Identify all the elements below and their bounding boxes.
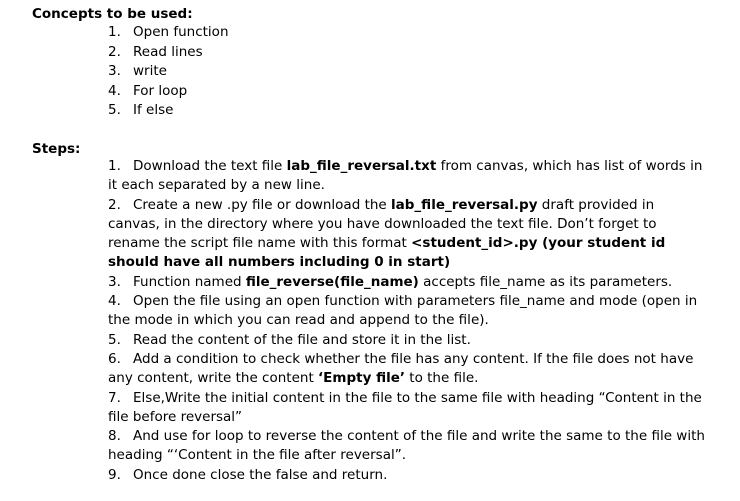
step-item xyxy=(108,427,708,466)
step-item xyxy=(108,350,708,389)
step-text: draft provided in canvas, in the directory where you have downloaded the text file. Don’t forget to rename the script file name with this format xyxy=(108,196,657,252)
step-item xyxy=(108,273,708,292)
step-text: Open the file using an open function with parameters file_name and mode (open in the mode in which you can read and append to the file). xyxy=(108,293,698,329)
step-item xyxy=(108,389,708,428)
concept-number: 1. xyxy=(108,24,121,40)
step-text: Once done close the false and return. xyxy=(133,466,388,483)
concept-item xyxy=(108,23,229,43)
step-item xyxy=(108,196,708,273)
step-number: 7. xyxy=(108,389,121,406)
concept-item xyxy=(108,43,229,63)
step-text: Function named xyxy=(133,273,246,290)
step-bold-text: lab_file_reversal.txt xyxy=(286,158,437,174)
step-text: And use for loop to reverse the content of the file and write the same to the file with heading “‘Content in the file after reversal”. xyxy=(108,428,705,464)
step-bold-text: file_reverse(file_name) xyxy=(245,273,419,290)
step-bold-text: <student_id>.py (your student id should have all numbers including 0 in start) xyxy=(108,235,666,271)
step-number: 5. xyxy=(108,331,121,348)
concepts-list xyxy=(108,23,229,121)
step-number: 6. xyxy=(108,350,121,367)
step-text: to the file. xyxy=(405,370,479,387)
step-text: accepts file_name as its parameters. xyxy=(418,273,673,290)
concept-number: 3. xyxy=(108,63,121,80)
steps-list xyxy=(108,157,708,485)
concept-number: 4. xyxy=(108,82,121,99)
concept-item xyxy=(108,62,229,82)
steps-heading: Steps: xyxy=(32,141,81,157)
concept-number: 2. xyxy=(108,43,121,60)
step-number: 1. xyxy=(108,158,121,174)
step-number: 2. xyxy=(108,196,121,213)
step-text: Create a new .py file or download the xyxy=(133,196,392,213)
step-item xyxy=(108,292,708,331)
step-text: Add a condition to check whether the file has any content. If the file does not have any content, write the content xyxy=(108,350,694,387)
concept-item xyxy=(108,101,229,121)
concept-number: 5. xyxy=(108,102,121,119)
concept-item xyxy=(108,82,229,102)
concept-text: Read lines xyxy=(133,43,203,60)
step-item xyxy=(108,157,708,196)
step-text: Download the text file xyxy=(133,158,287,174)
step-number: 3. xyxy=(108,273,121,290)
step-item xyxy=(108,466,708,485)
step-text: Read the content of the file and store it in the list. xyxy=(133,331,471,348)
step-number: 9. xyxy=(108,466,121,483)
concepts-heading: Concepts to be used: xyxy=(32,6,193,22)
step-number: 4. xyxy=(108,293,121,310)
step-bold-text: ‘Empty file’ xyxy=(318,370,405,387)
concept-text: If else xyxy=(133,102,174,119)
step-text: from canvas, which has list of words in it each separated by a new line. xyxy=(108,158,703,194)
step-text: Else,Write the initial content in the file to the same file with heading “Content in the file before reversal” xyxy=(108,389,702,425)
concept-text: write xyxy=(133,63,167,80)
concept-text: Open function xyxy=(133,24,229,40)
step-item xyxy=(108,331,708,350)
concept-text: For loop xyxy=(133,82,188,99)
step-bold-text: lab_file_reversal.py xyxy=(391,196,538,213)
step-number: 8. xyxy=(108,428,121,445)
